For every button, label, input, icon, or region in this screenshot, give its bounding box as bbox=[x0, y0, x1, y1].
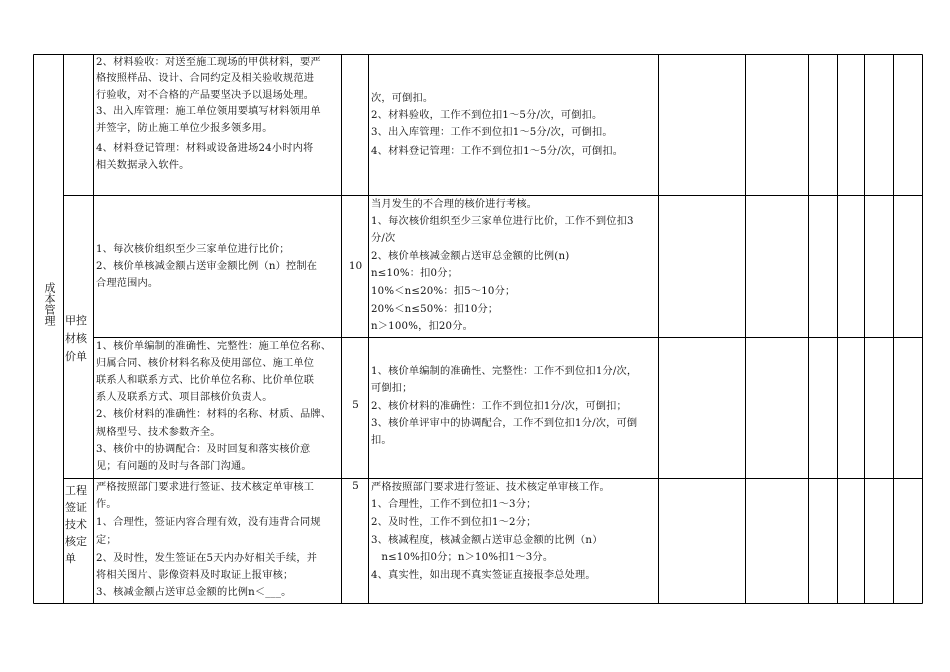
text-line: n＞100%，扣20分。 bbox=[371, 321, 473, 332]
text-line: 联系人和联系方式、比价单位名称、比价单位联 bbox=[96, 375, 315, 386]
text-line: 3、核减程度，核减金额占送审总金额的比例（n） bbox=[371, 535, 603, 546]
text-line: 1、核价单编制的准确性、完整性：施工单位名称、 bbox=[96, 341, 332, 352]
text-line: n≤10%：扣0分； bbox=[371, 268, 458, 279]
sub-item-qianzheng: 工程签证技术核定单 bbox=[65, 484, 87, 565]
text-line: 定； bbox=[96, 535, 117, 546]
text-line: 4、材料登记管理：材料或设备进场24小时内将 bbox=[96, 143, 314, 154]
text-line: 格按照样品、设计、合同约定及相关验收规范进 bbox=[96, 73, 315, 84]
text-line: 并签字，防止施工单位少报多领多用。 bbox=[96, 123, 273, 134]
text-line: 作。 bbox=[96, 499, 117, 510]
text-line: 严格按照部门要求进行签证、技术核定单审核工 bbox=[96, 482, 315, 493]
text-line: 20%＜n≤50%：扣10分； bbox=[371, 304, 499, 315]
text-line: 1、每次核价组织至少三家单位进行比价，工作不到位扣3 bbox=[371, 216, 634, 227]
text-line: 2、核价材料的准确性：材料的名称、材质、品牌、 bbox=[96, 409, 332, 420]
text-line: 扣。 bbox=[371, 435, 392, 446]
text-line: 合理范围内。 bbox=[96, 278, 159, 289]
text-line: 4、真实性，如出现不真实签证直接报李总处理。 bbox=[371, 570, 596, 581]
text-line: 1、每次核价组织至少三家单位进行比价； bbox=[96, 244, 290, 255]
text-line: 4、材料登记管理：工作不到位扣1～5分/次，可倒扣。 bbox=[371, 146, 624, 157]
category-cell: 成本管理 bbox=[43, 282, 56, 326]
text-line: 3、核价中的协调配合：及时回复和落实核价意 bbox=[96, 444, 311, 455]
text-line: 1、核价单编制的准确性、完整性：工作不到位扣1分/次， bbox=[371, 366, 638, 377]
text-line: 3、出入库管理：工作不到位扣1～5分/次，可倒扣。 bbox=[371, 127, 613, 138]
text-line: 严格按照部门要求进行签证、技术核定单审核工作。 bbox=[371, 482, 610, 493]
text-line: 2、材料验收：对送至施工现场的甲供材料，要严 bbox=[96, 57, 321, 68]
text-line: 规格型号、技术参数齐全。 bbox=[96, 427, 221, 438]
text-line: 3、核减金额占送审总金额的比例n＜___。 bbox=[96, 587, 292, 598]
text-line: 2、核价材料的准确性：工作不到位扣1分/次，可倒扣； bbox=[371, 401, 627, 412]
text-line: 分/次 bbox=[371, 233, 396, 244]
text-line: 行验收，对不合格的产品要坚决予以退场处理。 bbox=[96, 90, 315, 101]
text-line: 2、及时性，发生签证在5天内办好相关手续，并 bbox=[96, 553, 318, 564]
text-line: 见；有问题的及时与各部门沟通。 bbox=[96, 461, 252, 472]
row-3-score: 5 bbox=[352, 480, 359, 492]
text-line: 2、及时性，工作不到位扣1～2分； bbox=[371, 517, 537, 528]
text-line: 10%＜n≤20%：扣5～10分； bbox=[371, 286, 516, 297]
text-line: 1、合理性，签证内容合理有效，没有违背合同规 bbox=[96, 517, 321, 528]
text-line: 归属合同、核价材料名称及使用部位、施工单位 bbox=[96, 358, 315, 369]
text-line: 当月发生的不合理的核价进行考核。 bbox=[371, 199, 538, 210]
text-line: 2、核价单核减金额占送审金额比例（n）控制在 bbox=[96, 261, 318, 272]
text-line: 相关数据录入软件。 bbox=[96, 160, 190, 171]
text-line: 系人及联系方式、项目部核价负责人。 bbox=[96, 392, 273, 403]
text-line: 将相关图片、影像资料及时取证上报审核； bbox=[96, 570, 294, 581]
text-line: 3、核价单评审中的协调配合，工作不到位扣1分/次，可倒 bbox=[371, 418, 638, 429]
row-2-score: 5 bbox=[352, 399, 359, 411]
row-1-score: 10 bbox=[348, 260, 363, 272]
text-line: 可倒扣； bbox=[371, 383, 413, 394]
text-line: 2、材料验收，工作不到位扣1～5分/次，可倒扣。 bbox=[371, 110, 603, 121]
text-line: n≤10%扣0分；n＞10%扣1～3分。 bbox=[371, 552, 554, 563]
text-line: 2、核价单核减金额占送审总金额的比例(n) bbox=[371, 251, 570, 262]
text-line: 1、合理性，工作不到位扣1～3分； bbox=[371, 499, 537, 510]
text-line: 次，可倒扣。 bbox=[371, 93, 434, 104]
sub-item-jiakong: 甲控材核价单 bbox=[65, 314, 87, 363]
text-line: 3、出入库管理：施工单位领用要填写材料领用单 bbox=[96, 106, 321, 117]
